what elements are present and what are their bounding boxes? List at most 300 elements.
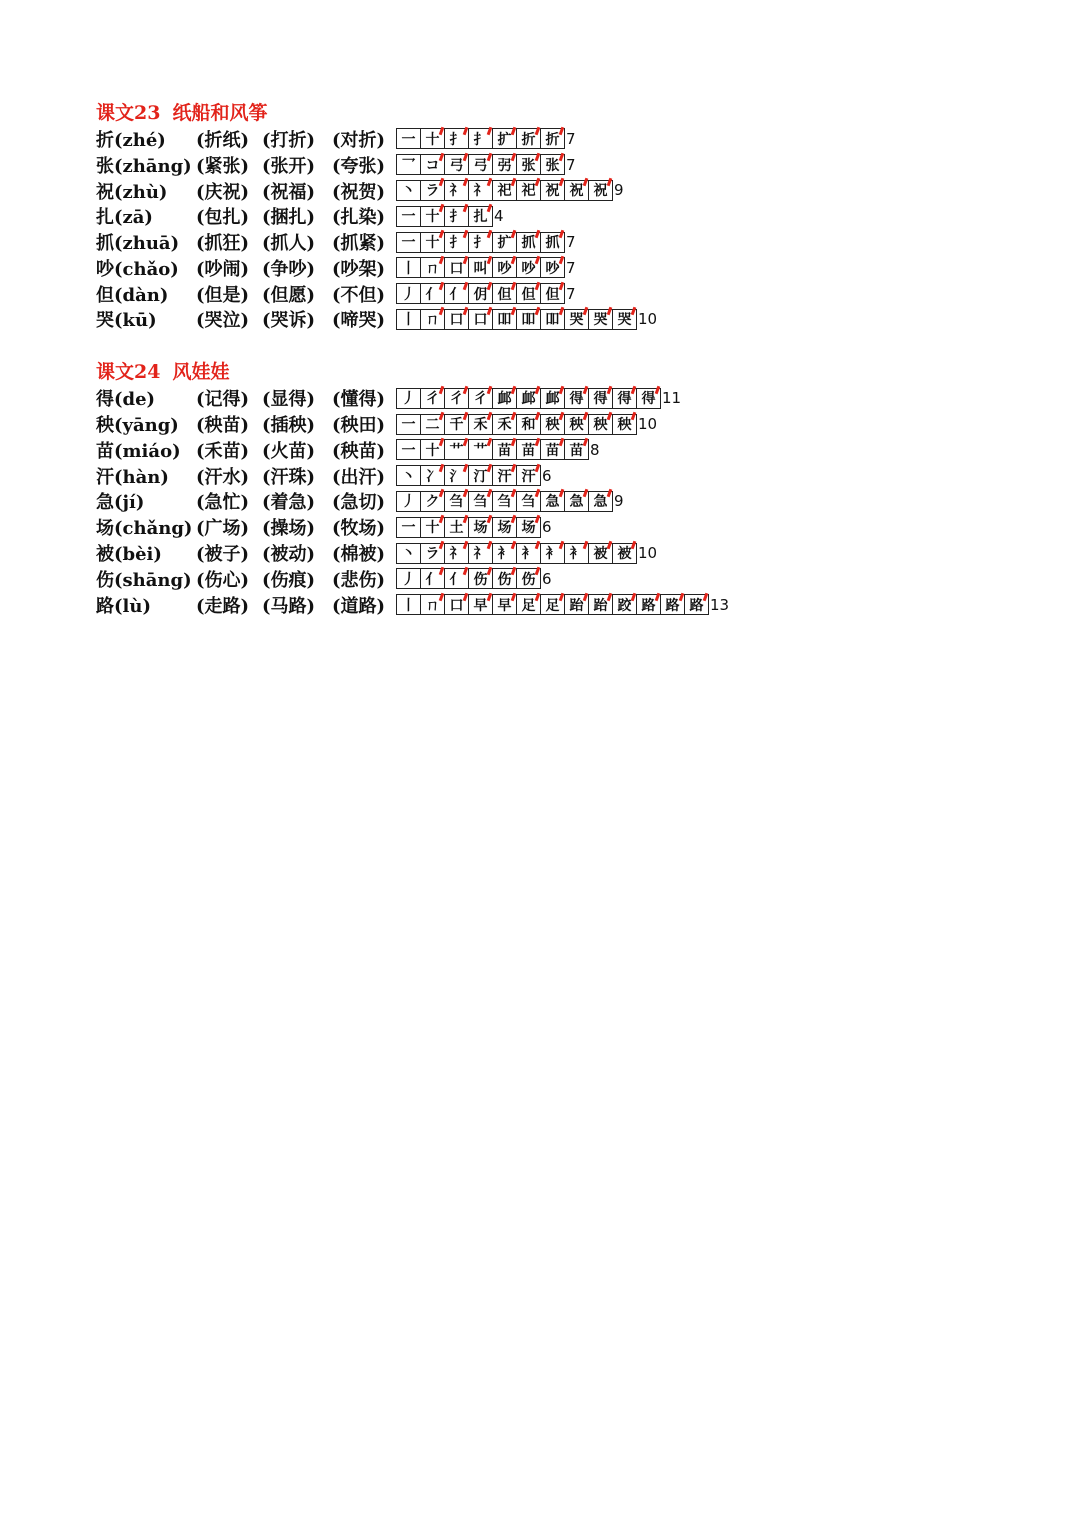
stroke-box — [396, 543, 421, 564]
character-pinyin: 得(de) — [96, 389, 156, 411]
stroke-count: 7 — [566, 233, 576, 252]
word-2: (抓人) — [262, 233, 316, 255]
stroke-order — [396, 465, 541, 486]
stroke-box — [396, 128, 421, 149]
stroke-step: 秧 — [570, 414, 584, 434]
stroke-step: 丶 — [401, 546, 416, 563]
stroke-step: 扌 — [450, 232, 464, 252]
word-3: (悲伤) — [332, 569, 386, 591]
stroke-order — [396, 257, 565, 278]
stroke-order — [396, 388, 661, 409]
stroke-box — [588, 414, 613, 435]
stroke-box — [612, 309, 637, 330]
stroke-step: 扌 — [450, 206, 464, 226]
stroke-step: 丶 — [401, 468, 416, 485]
stroke-box — [468, 309, 493, 330]
stroke-step: 氵 — [450, 466, 464, 486]
word-3: (扎染) — [332, 207, 386, 229]
stroke-box — [516, 388, 541, 409]
stroke-count: 7 — [566, 284, 576, 303]
stroke-step: 礻 — [450, 180, 464, 200]
stroke-box — [492, 154, 517, 175]
stroke-box — [420, 439, 445, 460]
stroke-step: 扎 — [474, 206, 488, 226]
character-pinyin: 伤(shāng) — [96, 569, 192, 591]
stroke-box — [468, 594, 493, 615]
stroke-step: 礻 — [474, 543, 488, 563]
stroke-step: 䘏 — [546, 388, 560, 408]
stroke-box — [540, 283, 565, 304]
word-3: (秧田) — [332, 415, 386, 437]
stroke-box — [420, 388, 445, 409]
stroke-box — [564, 414, 589, 435]
character-pinyin: 抓(zhuā) — [96, 233, 180, 255]
stroke-box — [516, 491, 541, 512]
stroke-box — [540, 154, 565, 175]
stroke-step: 跤 — [618, 595, 632, 615]
stroke-order — [396, 568, 541, 589]
word-1: (走路) — [196, 595, 250, 617]
stroke-step: 一 — [401, 442, 416, 459]
stroke-box — [492, 414, 517, 435]
stroke-step: 吅 — [522, 309, 536, 329]
word-2: (马路) — [262, 595, 316, 617]
character-row — [96, 463, 1056, 489]
stroke-box — [396, 283, 421, 304]
stroke-step: 乛 — [401, 157, 416, 174]
stroke-step: 祝 — [546, 180, 560, 200]
stroke-step: 叫 — [474, 258, 488, 278]
stroke-step: 哭 — [570, 309, 584, 329]
character-row — [96, 489, 1056, 515]
stroke-step: 弓 — [474, 155, 488, 175]
character-row — [96, 178, 1056, 204]
stroke-box — [636, 594, 661, 615]
stroke-box — [396, 180, 421, 201]
stroke-step: 一 — [401, 235, 416, 252]
word-2: (显得) — [262, 389, 316, 411]
word-3: (秧苗) — [332, 440, 386, 462]
stroke-step: コ — [426, 155, 440, 175]
stroke-step: 丿 — [401, 571, 416, 588]
stroke-step: 和 — [522, 414, 536, 434]
stroke-count: 10 — [638, 544, 658, 563]
stroke-step: 䘏 — [498, 388, 512, 408]
stroke-step: 路 — [666, 595, 680, 615]
stroke-box — [420, 206, 445, 227]
stroke-step: 张 — [546, 155, 560, 175]
character-pinyin: 哭(kū) — [96, 310, 157, 332]
stroke-box — [420, 465, 445, 486]
stroke-step: 口 — [474, 309, 488, 329]
stroke-count: 6 — [542, 518, 552, 537]
stroke-step: 足 — [522, 595, 536, 615]
stroke-step: 秧 — [594, 414, 608, 434]
stroke-step: 土 — [450, 517, 464, 537]
stroke-box — [444, 232, 469, 253]
stroke-step: 亻 — [450, 569, 464, 589]
page — [96, 100, 1056, 645]
stroke-box — [396, 594, 421, 615]
stroke-step: 伤 — [522, 569, 536, 589]
word-2: (伤痕) — [262, 569, 316, 591]
character-pinyin: 被(bèi) — [96, 544, 162, 566]
stroke-box — [492, 128, 517, 149]
stroke-box — [516, 180, 541, 201]
word-1: (被子) — [196, 544, 250, 566]
stroke-box — [468, 206, 493, 227]
stroke-step: 艹 — [474, 440, 488, 460]
stroke-box — [492, 491, 517, 512]
stroke-count: 9 — [614, 492, 624, 511]
stroke-step: 折 — [522, 129, 536, 149]
stroke-box — [516, 154, 541, 175]
stroke-step: 衤 — [546, 543, 560, 563]
stroke-step: 被 — [594, 543, 608, 563]
stroke-box — [396, 568, 421, 589]
stroke-box — [492, 568, 517, 589]
stroke-step: 口 — [450, 595, 464, 615]
stroke-step: 一 — [401, 417, 416, 434]
stroke-count: 7 — [566, 258, 576, 277]
stroke-step: 吵 — [546, 258, 560, 278]
stroke-box — [468, 491, 493, 512]
stroke-box — [492, 180, 517, 201]
word-3: (急切) — [332, 492, 386, 514]
stroke-step: 场 — [474, 517, 488, 537]
stroke-step: 得 — [594, 388, 608, 408]
word-2: (着急) — [262, 492, 316, 514]
stroke-box — [420, 283, 445, 304]
lesson-name: 纸船和风筝 — [172, 102, 268, 124]
stroke-step: 苗 — [498, 440, 512, 460]
stroke-box — [396, 257, 421, 278]
word-2: (张开) — [262, 155, 316, 177]
stroke-box — [444, 568, 469, 589]
character-pinyin: 折(zhé) — [96, 129, 166, 151]
stroke-step: 吵 — [522, 258, 536, 278]
stroke-box — [468, 180, 493, 201]
stroke-box — [492, 257, 517, 278]
lesson-title — [96, 359, 1056, 385]
stroke-box — [396, 206, 421, 227]
stroke-step: 亻 — [426, 569, 440, 589]
stroke-step: 冫 — [426, 466, 440, 486]
stroke-order — [396, 491, 613, 512]
stroke-step: 十 — [426, 129, 440, 149]
stroke-step: 刍 — [522, 491, 536, 511]
word-1: (记得) — [196, 389, 250, 411]
stroke-step: 亻 — [450, 284, 464, 304]
stroke-step: 丨 — [401, 312, 416, 329]
stroke-box — [420, 128, 445, 149]
stroke-box — [444, 257, 469, 278]
stroke-box — [444, 180, 469, 201]
character-row — [96, 566, 1056, 592]
word-3: (对折) — [332, 129, 386, 151]
word-1: (广场) — [196, 518, 250, 540]
stroke-box — [396, 388, 421, 409]
character-pinyin: 场(chǎng) — [96, 518, 193, 540]
stroke-box — [588, 491, 613, 512]
character-row — [96, 152, 1056, 178]
stroke-step: 抓 — [546, 232, 560, 252]
stroke-box — [516, 517, 541, 538]
stroke-box — [420, 594, 445, 615]
character-pinyin: 苗(miáo) — [96, 440, 181, 462]
stroke-box — [396, 439, 421, 460]
stroke-box — [540, 128, 565, 149]
word-3: (懂得) — [332, 389, 386, 411]
stroke-box — [420, 309, 445, 330]
stroke-count: 10 — [638, 415, 658, 434]
stroke-box — [516, 465, 541, 486]
word-1: (抓狂) — [196, 233, 250, 255]
stroke-box — [660, 594, 685, 615]
stroke-box — [444, 128, 469, 149]
stroke-step: 路 — [690, 595, 704, 615]
stroke-step: 祝 — [594, 180, 608, 200]
word-3: (吵架) — [332, 258, 386, 280]
stroke-box — [468, 439, 493, 460]
character-row — [96, 385, 1056, 411]
stroke-step: 吵 — [498, 258, 512, 278]
stroke-step: 刍 — [450, 491, 464, 511]
stroke-box — [396, 232, 421, 253]
character-list — [96, 126, 1056, 332]
stroke-box — [444, 154, 469, 175]
stroke-step: 抓 — [522, 232, 536, 252]
stroke-order — [396, 206, 493, 227]
stroke-box — [468, 154, 493, 175]
stroke-box — [420, 491, 445, 512]
stroke-box — [444, 309, 469, 330]
stroke-box — [516, 232, 541, 253]
stroke-box — [492, 517, 517, 538]
stroke-step: 艹 — [450, 440, 464, 460]
stroke-step: 得 — [618, 388, 632, 408]
word-2: (争吵) — [262, 258, 316, 280]
stroke-step: 扩 — [498, 232, 512, 252]
stroke-count: 6 — [542, 466, 552, 485]
character-row — [96, 255, 1056, 281]
character-row — [96, 592, 1056, 618]
stroke-order — [396, 439, 589, 460]
character-row — [96, 281, 1056, 307]
stroke-box — [396, 517, 421, 538]
stroke-step: ラ — [426, 543, 440, 563]
stroke-step: 十 — [426, 440, 440, 460]
stroke-box — [540, 388, 565, 409]
character-pinyin: 扎(zā) — [96, 207, 153, 229]
stroke-count: 4 — [494, 207, 504, 226]
stroke-order — [396, 543, 637, 564]
stroke-step: 弓 — [450, 155, 464, 175]
stroke-box — [540, 257, 565, 278]
stroke-box — [444, 283, 469, 304]
stroke-order — [396, 283, 565, 304]
stroke-box — [468, 568, 493, 589]
word-1: (哭泣) — [196, 310, 250, 332]
lesson-number: 课文23 — [96, 102, 161, 124]
word-2: (操场) — [262, 518, 316, 540]
stroke-box — [444, 388, 469, 409]
character-list — [96, 385, 1056, 617]
word-3: (夸张) — [332, 155, 386, 177]
stroke-step: 仴 — [474, 284, 488, 304]
stroke-step: 秧 — [618, 414, 632, 434]
word-2: (插秧) — [262, 415, 316, 437]
stroke-order — [396, 517, 541, 538]
stroke-step: 场 — [522, 517, 536, 537]
word-3: (祝贺) — [332, 181, 386, 203]
word-1: (汗水) — [196, 466, 250, 488]
stroke-step: 早 — [474, 595, 488, 615]
stroke-step: 祀 — [522, 180, 536, 200]
word-3: (道路) — [332, 595, 386, 617]
stroke-count: 9 — [614, 181, 624, 200]
stroke-box — [540, 414, 565, 435]
stroke-step: 一 — [401, 209, 416, 226]
stroke-box — [468, 465, 493, 486]
stroke-step: 苗 — [546, 440, 560, 460]
character-pinyin: 急(jí) — [96, 492, 145, 514]
stroke-box — [396, 491, 421, 512]
character-row — [96, 437, 1056, 463]
stroke-box — [444, 206, 469, 227]
stroke-step: ラ — [426, 180, 440, 200]
character-row — [96, 203, 1056, 229]
stroke-box — [636, 388, 661, 409]
stroke-box — [468, 414, 493, 435]
stroke-box — [396, 309, 421, 330]
character-pinyin: 张(zhāng) — [96, 155, 192, 177]
word-2: (祝福) — [262, 181, 316, 203]
stroke-box — [420, 543, 445, 564]
stroke-step: 吅 — [546, 309, 560, 329]
stroke-step: 扩 — [498, 129, 512, 149]
stroke-step: 扌 — [450, 129, 464, 149]
stroke-step: 足 — [546, 595, 560, 615]
stroke-step: 十 — [426, 517, 440, 537]
word-2: (哭诉) — [262, 310, 316, 332]
stroke-box — [588, 180, 613, 201]
word-2: (捆扎) — [262, 207, 316, 229]
stroke-order — [396, 414, 637, 435]
character-pinyin: 汗(hàn) — [96, 466, 169, 488]
stroke-box — [612, 594, 637, 615]
stroke-step: ㄇ — [426, 309, 440, 329]
stroke-box — [516, 543, 541, 564]
stroke-step: 祝 — [570, 180, 584, 200]
stroke-step: 伤 — [498, 569, 512, 589]
stroke-step: 哭 — [594, 309, 608, 329]
stroke-box — [516, 594, 541, 615]
stroke-box — [516, 414, 541, 435]
stroke-step: 口 — [450, 309, 464, 329]
stroke-box — [396, 414, 421, 435]
stroke-box — [492, 232, 517, 253]
stroke-step: 彳 — [474, 388, 488, 408]
stroke-step: 丨 — [401, 260, 416, 277]
stroke-step: 亻 — [426, 284, 440, 304]
stroke-step: 一 — [401, 520, 416, 537]
stroke-step: 衤 — [498, 543, 512, 563]
word-3: (出汗) — [332, 466, 386, 488]
stroke-step: 礻 — [474, 180, 488, 200]
character-pinyin: 路(lù) — [96, 595, 151, 617]
stroke-box — [444, 414, 469, 435]
word-2: (打折) — [262, 129, 316, 151]
word-3: (抓紧) — [332, 233, 386, 255]
word-1: (包扎) — [196, 207, 250, 229]
stroke-box — [516, 568, 541, 589]
stroke-box — [492, 388, 517, 409]
stroke-box — [396, 465, 421, 486]
stroke-box — [564, 594, 589, 615]
stroke-step: 汀 — [474, 466, 488, 486]
stroke-step: 苗 — [522, 440, 536, 460]
stroke-step: 丶 — [401, 183, 416, 200]
stroke-count: 10 — [638, 310, 658, 329]
stroke-count: 13 — [710, 595, 730, 614]
lesson-23 — [96, 100, 1056, 332]
word-3: (牧场) — [332, 518, 386, 540]
stroke-step: 丿 — [401, 494, 416, 511]
stroke-box — [564, 439, 589, 460]
character-row — [96, 126, 1056, 152]
stroke-step: 跆 — [594, 595, 608, 615]
stroke-box — [516, 283, 541, 304]
stroke-step: 但 — [522, 284, 536, 304]
stroke-box — [468, 128, 493, 149]
stroke-step: 弜 — [498, 155, 512, 175]
stroke-box — [420, 568, 445, 589]
stroke-box — [468, 543, 493, 564]
stroke-step: 得 — [570, 388, 584, 408]
stroke-step: ㄇ — [426, 258, 440, 278]
stroke-box — [420, 414, 445, 435]
character-row — [96, 229, 1056, 255]
stroke-step: 䘏 — [522, 388, 536, 408]
stroke-step: 一 — [401, 131, 416, 148]
word-1: (吵闹) — [196, 258, 250, 280]
stroke-step: 丿 — [401, 391, 416, 408]
stroke-order — [396, 128, 565, 149]
stroke-box — [612, 388, 637, 409]
stroke-step: 礻 — [450, 543, 464, 563]
stroke-box — [540, 594, 565, 615]
word-3: (啼哭) — [332, 310, 386, 332]
stroke-box — [540, 232, 565, 253]
stroke-step: 扌 — [474, 232, 488, 252]
character-row — [96, 411, 1056, 437]
stroke-count: 7 — [566, 129, 576, 148]
stroke-order — [396, 309, 637, 330]
stroke-step: 路 — [642, 595, 656, 615]
stroke-box — [444, 517, 469, 538]
stroke-box — [492, 594, 517, 615]
stroke-step: 急 — [594, 491, 608, 511]
character-row — [96, 540, 1056, 566]
stroke-box — [564, 388, 589, 409]
lesson-number: 课文24 — [96, 361, 161, 384]
stroke-step: 但 — [546, 284, 560, 304]
stroke-count: 6 — [542, 569, 552, 588]
stroke-step: 但 — [498, 284, 512, 304]
stroke-order — [396, 180, 613, 201]
word-1: (禾苗) — [196, 440, 250, 462]
